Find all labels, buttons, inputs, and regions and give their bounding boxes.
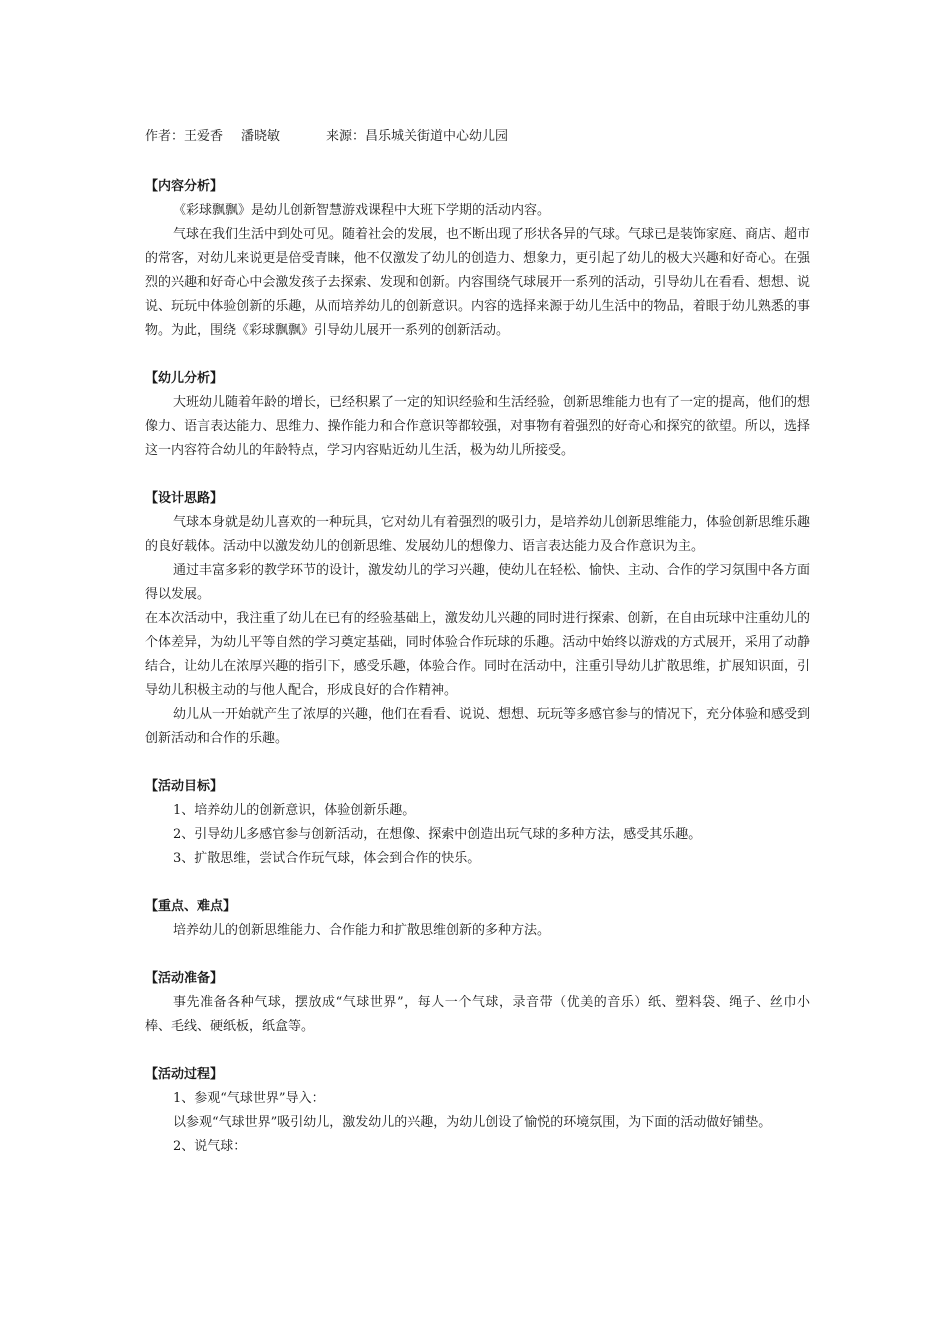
paragraph: 以参观“气球世界”吸引幼儿，激发幼儿的兴趣，为幼儿创设了愉悦的环境氛围，为下面的活动做好铺垫。 [173, 1115, 772, 1130]
goal-item: 3、扩散思维，尝试合作玩气球，体会到合作的快乐。 [173, 851, 481, 866]
author-line: 作者：王爱香 [145, 129, 224, 144]
section-key-points [145, 895, 810, 943]
section-heading: 【内容分析】 [145, 179, 224, 194]
section-heading: 【设计思路】 [145, 491, 224, 506]
source-line: 来源：昌乐城关街道中心幼儿园 [326, 129, 509, 144]
paragraph: 幼儿从一开始就产生了浓厚的兴趣，他们在看看、说说、想想、玩玩等多感官参与的情况下，充分体验和感受到创新活动和合作的乐趣。 [145, 707, 811, 746]
paragraph: 在本次活动中，我注重了幼儿在已有的经验基础上，激发幼儿兴趣的同时进行探索、创新，在自由玩球中注重幼儿的个体差异，为幼儿平等自然的学习奠定基础，同时体验合作玩球的乐趣。活动中始终以游戏的方式展开，采用了动静结合，让幼儿在浓厚兴趣的指引下，感受乐趣，体验合作。同时在活动中，注重引导幼儿扩散思维，扩展知识面，引导幼儿积极主动的与他人配合，形成良好的合作精神。 [145, 611, 810, 698]
paragraph: 通过丰富多彩的教学环节的设计，激发幼儿的学习兴趣，使幼儿在轻松、愉快、主动、合作的学习氛围中各方面得以发展。 [145, 563, 811, 602]
section-content-analysis [145, 175, 810, 343]
process-step: 1、参观“气球世界”导入： [173, 1091, 325, 1106]
paragraph: 《彩球飘飘》是幼儿创新智慧游戏课程中大班下学期的活动内容。 [173, 203, 551, 218]
section-child-analysis [145, 367, 810, 463]
goal-item: 1、培养幼儿的创新意识，体验创新乐趣。 [173, 803, 416, 818]
goal-item: 2、引导幼儿多感官参与创新活动，在想像、探索中创造出玩气球的多种方法，感受其乐趣。 [173, 827, 702, 842]
co-author: 潘晓敏 [241, 129, 281, 144]
section-activity-preparation [145, 967, 810, 1039]
section-design-idea [145, 487, 810, 751]
process-step: 2、说气球： [173, 1139, 247, 1154]
section-heading: 【重点、难点】 [145, 899, 237, 914]
section-heading: 【活动目标】 [145, 779, 224, 794]
paragraph: 培养幼儿的创新思维能力、合作能力和扩散思维创新的多种方法。 [173, 923, 551, 938]
section-heading: 【活动准备】 [145, 971, 224, 986]
section-activity-process [145, 1063, 810, 1159]
document-page [145, 125, 810, 1183]
paragraph: 大班幼儿随着年龄的增长，已经积累了一定的知识经验和生活经验，创新思维能力也有了一定的提高，他们的想像力、语言表达能力、思维力、操作能力和合作意识等都较强，对事物有着强烈的好奇心和探究的欲望。所以，选择这一内容符合幼儿的年龄特点，学习内容贴近幼儿生活，极为幼儿所接受。 [145, 395, 811, 458]
paragraph: 气球在我们生活中到处可见。随着社会的发展，也不断出现了形状各异的气球。气球已是装饰家庭、商店、超市的常客，对幼儿来说更是倍受青睐，他不仅激发了幼儿的创造力、想象力，更引起了幼儿的极大兴趣和好奇心。在强烈的兴趣和好奇心中会激发孩子去探索、发现和创新。内容围绕气球展开一系列的活动，引导幼儿在看看、想想、说说、玩玩中体验创新的乐趣，从而培养幼儿的创新意识。内容的选择来源于幼儿生活中的物品，着眼于幼儿熟悉的事物。为此，围绕《彩球飘飘》引导幼儿展开一系列的创新活动。 [145, 227, 811, 338]
document-meta [145, 125, 810, 149]
section-heading: 【幼儿分析】 [145, 371, 224, 386]
paragraph: 气球本身就是幼儿喜欢的一种玩具，它对幼儿有着强烈的吸引力，是培养幼儿创新思维能力，体验创新思维乐趣的良好载体。活动中以激发幼儿的创新思维、发展幼儿的想像力、语言表达能力及合作意识为主。 [145, 515, 811, 554]
paragraph: 事先准备各种气球，摆放成“气球世界”，每人一个气球，录音带（优美的音乐）纸、塑料袋、绳子、丝巾小棒、毛线、硬纸板，纸盒等。 [145, 995, 810, 1034]
section-heading: 【活动过程】 [145, 1067, 224, 1082]
section-activity-goals [145, 775, 810, 871]
